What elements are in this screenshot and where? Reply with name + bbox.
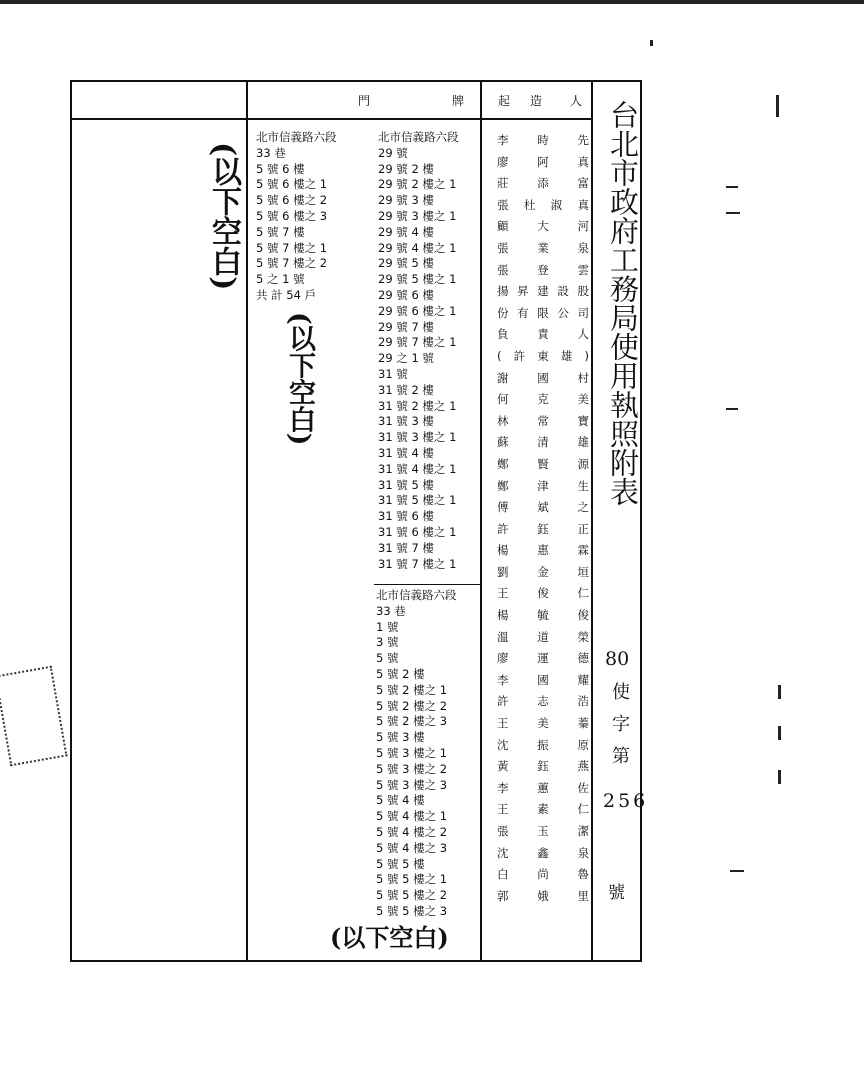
owner-list <box>497 130 589 907</box>
address-line: 29 號 3 樓 <box>378 193 434 208</box>
address-line: 31 號 2 樓之 1 <box>378 398 457 413</box>
scan-speck <box>726 408 738 410</box>
owner-name: 何 克 美 <box>497 392 589 407</box>
address-line: 31 號 6 樓之 1 <box>378 524 457 539</box>
address-line: 5 號 6 樓之 1 <box>256 177 328 192</box>
owner-name: 謝 國 村 <box>497 370 589 385</box>
address-line: 29 號 2 樓之 1 <box>378 177 457 192</box>
owner-name: 鄭 賢 源 <box>497 456 589 471</box>
owner-name: 顧 大 河 <box>497 219 589 234</box>
document-title: 台北市政府工務局使用執照附表 <box>606 100 640 506</box>
scan-speck <box>730 870 744 872</box>
license-number: 256 <box>603 790 649 812</box>
owner-name: 份 有 限 公 司 <box>497 305 589 320</box>
address-line: 共 計 54 戶 <box>256 287 317 302</box>
owner-name: 王 素 仁 <box>497 802 589 817</box>
address-line: 29 號 2 樓 <box>378 161 434 176</box>
address-line: 29 號 5 樓之 1 <box>378 272 457 287</box>
owner-name: 林 常 寶 <box>497 413 589 428</box>
address-line: 29 號 7 樓之 1 <box>378 335 457 350</box>
owner-name: 廖 阿 真 <box>497 154 589 169</box>
address-line: 5 號 6 樓之 2 <box>256 193 328 208</box>
owner-name: 張 業 泉 <box>497 240 589 255</box>
owner-name: 楊 惠 霖 <box>497 543 589 558</box>
owner-name: 溫 道 榮 <box>497 629 589 644</box>
owner-name: 劉 金 垣 <box>497 564 589 579</box>
address-line: 5 號 3 樓 <box>376 730 425 745</box>
handwritten-note-bottom: (以下空白) <box>330 923 449 952</box>
header-rule <box>70 118 592 120</box>
owner-name: 鄭 津 生 <box>497 478 589 493</box>
address-line: 31 號 3 樓 <box>378 414 434 429</box>
address-line: 31 號 3 樓之 1 <box>378 430 457 445</box>
address-line: 5 號 3 樓之 2 <box>376 761 448 776</box>
address-column-left <box>256 130 337 304</box>
address-line: 31 號 4 樓之 1 <box>378 461 457 476</box>
scan-speck <box>650 40 653 46</box>
license-category: 使字第 <box>609 682 630 778</box>
owner-name: 負 責 人 <box>497 327 589 342</box>
header-owner-2: 造 <box>530 94 543 108</box>
address-line: 5 號 5 樓之 2 <box>376 888 448 903</box>
scan-speck <box>776 95 779 117</box>
owner-name: 李 國 耀 <box>497 672 589 687</box>
scan-speck <box>726 186 738 188</box>
address-line: 5 號 3 樓之 1 <box>376 745 448 760</box>
address-line: 31 號 4 樓 <box>378 445 434 460</box>
owner-name: 廖 運 德 <box>497 651 589 666</box>
address-line: 29 之 1 號 <box>378 351 434 366</box>
owner-name: 張 杜 淑 真 <box>497 197 589 212</box>
address-line: 31 號 <box>378 366 408 381</box>
address-column-mid-top <box>378 130 459 572</box>
address-line: 5 號 4 樓 <box>376 793 425 808</box>
handwritten-note-left: (以下空白) <box>284 312 315 446</box>
scan-speck <box>778 770 781 784</box>
address-line: 5 號 7 樓之 2 <box>256 256 328 271</box>
owner-name: 蘇 清 雄 <box>497 435 589 450</box>
header-address-1: 門 <box>358 94 371 108</box>
owner-name: ( 許 東 雄 ) <box>497 348 589 363</box>
address-line: 5 號 4 樓之 3 <box>376 840 448 855</box>
address-line: 5 號 5 樓之 1 <box>376 872 448 887</box>
owner-name: 李 時 先 <box>497 133 589 147</box>
address-line: 5 號 3 樓之 3 <box>376 777 448 792</box>
owner-name: 揚 昇 建 設 股 <box>497 284 589 299</box>
owner-name: 張 登 雲 <box>497 262 589 277</box>
address-line: 31 號 6 樓 <box>378 509 434 524</box>
owner-name: 黃 鈺 燕 <box>497 759 589 774</box>
address-line: 5 號 7 樓 <box>256 224 305 239</box>
address-line: 31 號 5 樓 <box>378 477 434 492</box>
divider-title <box>591 80 593 962</box>
address-line: 5 號 5 樓 <box>376 856 425 871</box>
owner-name: 王 俊 仁 <box>497 586 589 601</box>
address-line: 1 號 <box>376 619 399 634</box>
license-suffix: 號 <box>608 883 625 903</box>
stamp-mark <box>0 666 68 767</box>
owner-name: 傅 斌 之 <box>497 500 589 515</box>
address-line: 33 巷 <box>376 603 406 618</box>
owner-name: 張 玉 潔 <box>497 824 589 838</box>
address-line: 33 巷 <box>256 145 286 160</box>
address-line: 北市信義路六段 <box>376 588 457 602</box>
address-line: 31 號 2 樓 <box>378 382 434 397</box>
address-line: 29 號 7 樓 <box>378 319 434 334</box>
address-line: 5 號 6 樓之 3 <box>256 208 328 223</box>
owner-name: 郭 娥 里 <box>497 888 589 903</box>
owner-name: 李 蕙 佐 <box>497 780 589 795</box>
address-line: 5 之 1 號 <box>256 272 305 287</box>
address-line: 3 號 <box>376 635 399 650</box>
divider-left <box>246 80 248 962</box>
address-line: 29 號 5 樓 <box>378 256 434 271</box>
scan-speck <box>778 726 781 740</box>
address-line: 5 號 2 樓之 3 <box>376 714 448 729</box>
owner-name: 許 志 浩 <box>497 694 589 709</box>
owner-name: 王 美 蓁 <box>497 716 589 731</box>
header-owner-3: 人 <box>570 94 583 108</box>
header-address-2: 牌 <box>452 94 465 108</box>
address-line: 北市信義路六段 <box>256 130 337 144</box>
owner-name: 沈 鑫 泉 <box>497 845 589 860</box>
owner-name: 莊 添 富 <box>497 176 589 191</box>
address-line: 29 號 3 樓之 1 <box>378 208 457 223</box>
address-line: 31 號 5 樓之 1 <box>378 493 457 508</box>
owner-name: 沈 振 原 <box>497 737 589 752</box>
address-line: 5 號 4 樓之 2 <box>376 824 448 839</box>
address-line: 31 號 7 樓 <box>378 540 434 555</box>
address-line: 5 號 5 樓之 3 <box>376 903 448 918</box>
owner-name: 楊 毓 俊 <box>497 608 589 623</box>
address-line: 北市信義路六段 <box>378 130 459 144</box>
scan-speck <box>726 212 740 214</box>
handwritten-note-side: (以下空白) <box>206 142 241 291</box>
address-line: 29 號 4 樓之 1 <box>378 240 457 255</box>
mid-split-rule <box>374 584 480 585</box>
address-line: 29 號 4 樓 <box>378 224 434 239</box>
scan-speck <box>778 685 781 699</box>
address-line: 29 號 6 樓 <box>378 287 434 302</box>
address-column-mid-bottom <box>376 588 457 920</box>
address-line: 5 號 2 樓之 2 <box>376 698 448 713</box>
license-year: 80 <box>605 648 630 670</box>
owner-name: 白 尚 魯 <box>497 867 589 882</box>
divider-owner <box>480 80 482 962</box>
address-line: 5 號 2 樓 <box>376 666 425 681</box>
owner-name: 許 鈺 正 <box>497 521 589 536</box>
scan-speck <box>0 0 864 4</box>
address-line: 5 號 6 樓 <box>256 161 305 176</box>
address-line: 5 號 7 樓之 1 <box>256 240 328 255</box>
address-line: 29 號 6 樓之 1 <box>378 303 457 318</box>
header-owner-1: 起 <box>498 94 511 108</box>
address-line: 5 號 <box>376 651 399 666</box>
address-line: 31 號 7 樓之 1 <box>378 556 457 571</box>
address-line: 5 號 4 樓之 1 <box>376 809 448 824</box>
address-line: 5 號 2 樓之 1 <box>376 682 448 697</box>
address-line: 29 號 <box>378 145 408 160</box>
